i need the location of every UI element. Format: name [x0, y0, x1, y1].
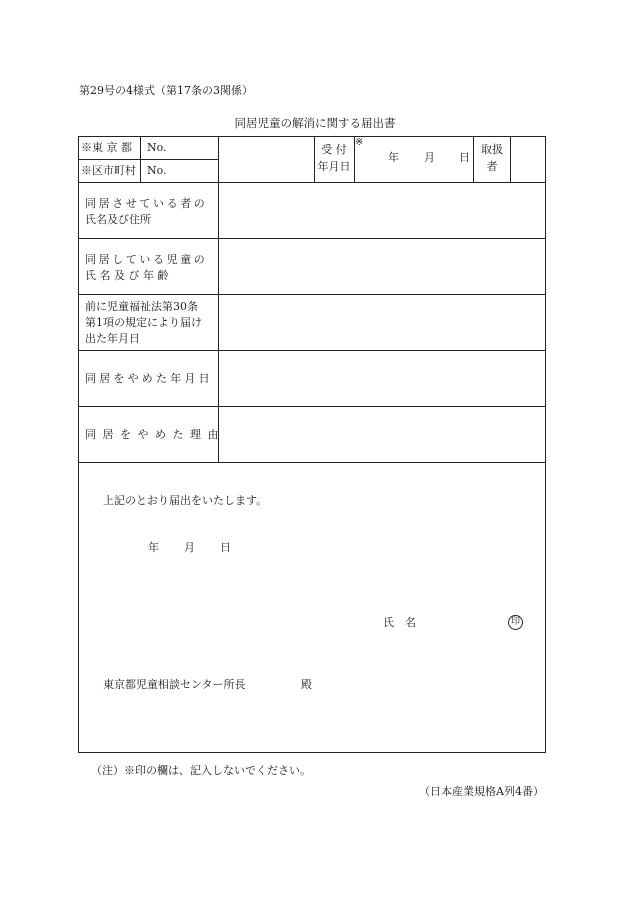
receipt-day: 日: [459, 151, 470, 164]
ward-number-label: No.: [147, 164, 167, 177]
divider: [78, 350, 546, 351]
form-frame: [78, 136, 546, 753]
divider: [78, 462, 546, 463]
handler-label-line2: 者: [486, 160, 498, 173]
divider: [78, 406, 546, 407]
form-title: 同居児童の解消に関する届出書: [234, 116, 396, 130]
handler-label-line1: 取扱: [481, 143, 503, 156]
divider: [78, 182, 546, 183]
label-column-divider: [218, 136, 219, 462]
end-date-label: 同居をやめた年月日: [85, 372, 213, 385]
paper-size-note: （日本産業規格A列4番）: [419, 785, 544, 798]
honorific: 殿: [301, 678, 312, 691]
statement: 上記のとおり届出をいたします。: [103, 494, 268, 507]
child-label-line1: 同居している児童の: [85, 253, 208, 266]
date-day-label: 日: [220, 541, 231, 554]
end-reason-label: 同居をやめた理由: [85, 428, 225, 441]
caretaker-label-line1: 同居させている者の: [85, 197, 208, 210]
tokyo-label: ※東 京 都: [81, 141, 132, 154]
receipt-label-line2: 年月日: [317, 160, 351, 173]
seal-mark: 印: [508, 615, 523, 630]
date-year-label: 年: [148, 541, 159, 554]
receipt-month: 月: [424, 151, 435, 164]
name-label: 氏 名: [383, 616, 416, 629]
receipt-mark: ※: [355, 137, 364, 148]
divider: [78, 294, 546, 295]
receipt-year: 年: [388, 151, 399, 164]
tokyo-number-label: No.: [147, 141, 167, 154]
divider: [78, 238, 546, 239]
ward-label: ※区市町村: [81, 164, 136, 177]
prior-notice-label-line2: 第1項の規定により届け: [85, 316, 202, 329]
addressee: 東京都児童相談センター所長: [103, 678, 246, 691]
divider: [314, 136, 315, 182]
caretaker-label-line2: 氏名及び住所: [85, 213, 151, 226]
note-label: （注）: [91, 764, 124, 777]
prior-notice-label-line1: 前に児童福祉法第30条: [85, 300, 198, 313]
note-text: ※印の欄は、記入しないでください。: [124, 764, 311, 777]
date-month-label: 月: [184, 541, 195, 554]
divider: [510, 136, 511, 182]
divider: [78, 159, 218, 160]
child-label-line2: 氏 名 及 び 年 齢: [85, 269, 169, 282]
receipt-label-line1: 受 付: [321, 143, 347, 156]
prior-notice-label-line3: 出た年月日: [85, 332, 140, 345]
form-number: 第29号の4様式（第17条の3関係）: [79, 84, 253, 97]
